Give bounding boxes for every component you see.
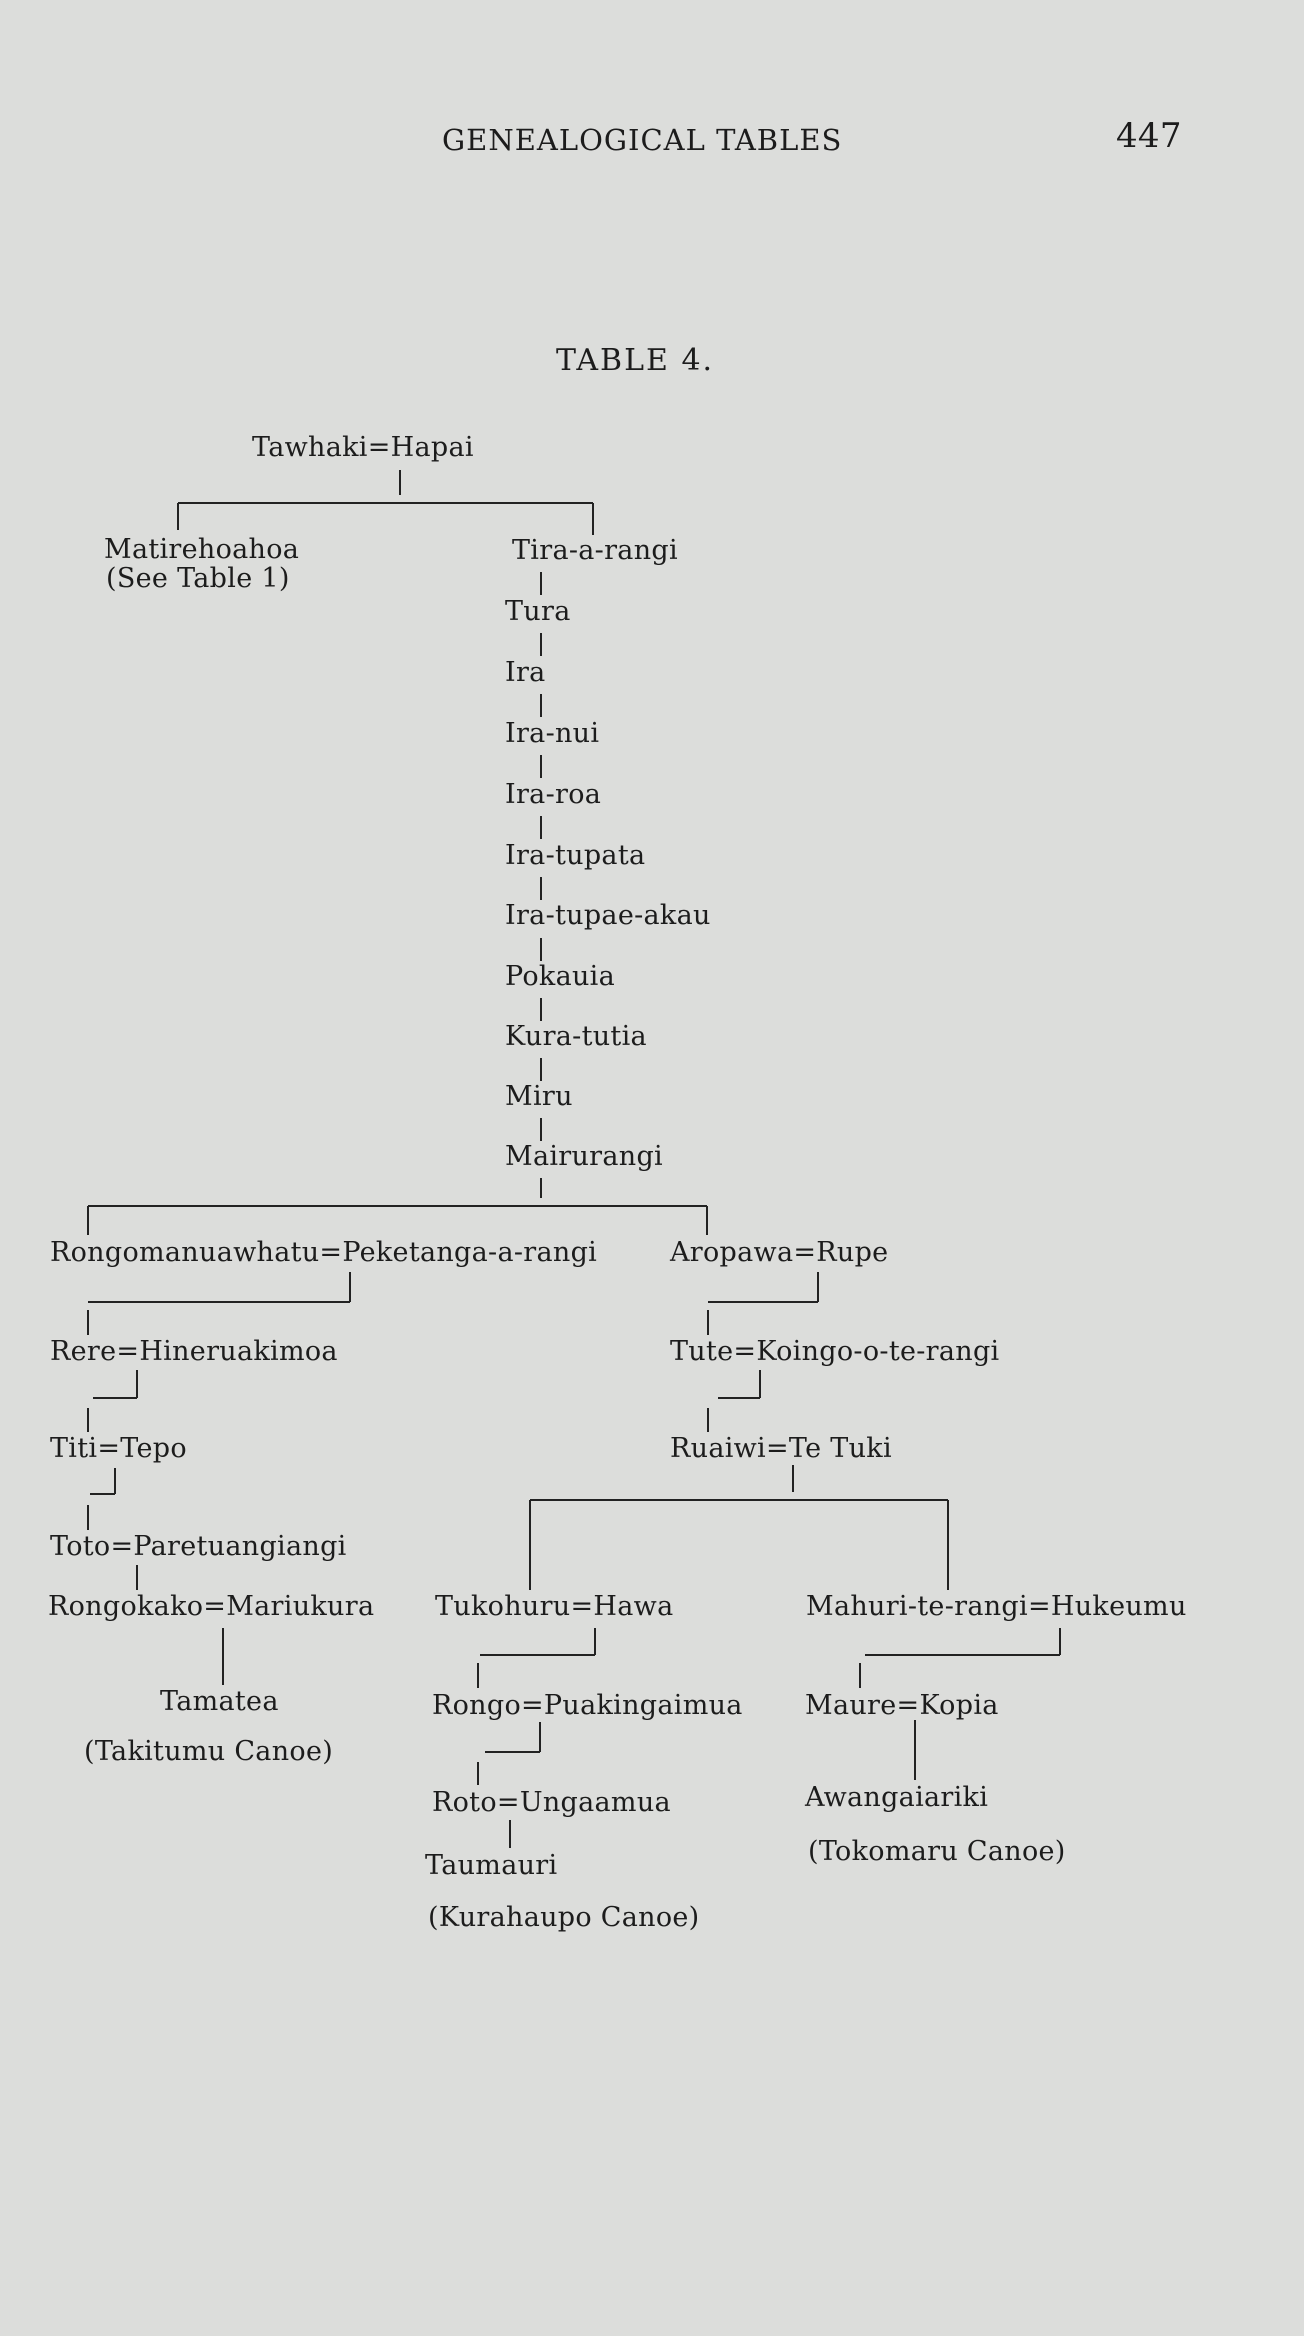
couple-titi-tepo: Titi=Tepo	[50, 1433, 187, 1464]
couple-tukohuru-hawa: Tukohuru=Hawa	[435, 1591, 674, 1622]
person-tira-a-rangi: Tira-a-rangi	[512, 535, 678, 566]
person-pokauia: Pokauia	[505, 961, 616, 992]
running-title: GENEALOGICAL TABLES	[442, 123, 843, 157]
canoe-tokomaru: (Tokomaru Canoe)	[808, 1836, 1066, 1867]
couple-rongokako-mariukura: Rongokako=Mariukura	[48, 1591, 375, 1622]
cross-reference-note: (See Table 1)	[106, 563, 290, 594]
canoe-takitumu: (Takitumu Canoe)	[84, 1736, 334, 1767]
couple-rere-hineruakimoa: Rere=Hineruakimoa	[50, 1336, 338, 1367]
couple-rongo-puakingaimua: Rongo=Puakingaimua	[432, 1690, 743, 1721]
person-kura-tutia: Kura-tutia	[505, 1021, 647, 1052]
couple-tute-koingo: Tute=Koingo-o-te-rangi	[670, 1336, 1000, 1367]
person-ira-nui: Ira-nui	[505, 718, 600, 749]
person-ira-roa: Ira-roa	[505, 779, 602, 810]
couple-aropawa-rupe: Aropawa=Rupe	[670, 1237, 889, 1268]
person-tamatea: Tamatea	[160, 1686, 279, 1717]
couple-maure-kopia: Maure=Kopia	[805, 1690, 999, 1721]
page-number: 447	[1116, 116, 1182, 156]
canoe-kurahaupo: (Kurahaupo Canoe)	[428, 1902, 700, 1933]
person-taumauri: Taumauri	[425, 1850, 558, 1881]
person-ira: Ira	[505, 657, 546, 688]
person-ira-tupata: Ira-tupata	[505, 840, 646, 871]
person-tura: Tura	[505, 596, 571, 627]
person-ira-tupae-akau: Ira-tupae-akau	[505, 900, 711, 931]
person-awangaiariki: Awangaiariki	[805, 1782, 989, 1813]
person-miru: Miru	[505, 1081, 573, 1112]
couple-rongomanuawhatu-peketanga: Rongomanuawhatu=Peketanga-a-rangi	[50, 1237, 598, 1268]
table-title: TABLE 4.	[556, 343, 715, 378]
person-matirehoahoa: Matirehoahoa	[104, 534, 300, 565]
couple-tawhaki-hapai: Tawhaki=Hapai	[252, 432, 474, 463]
couple-mahuri-te-rangi-hukeumu: Mahuri-te-rangi=Hukeumu	[806, 1591, 1187, 1622]
couple-toto-paretuangiangi: Toto=Paretuangiangi	[50, 1531, 347, 1562]
couple-ruaiwi-te-tuki: Ruaiwi=Te Tuki	[670, 1433, 892, 1464]
person-mairurangi: Mairurangi	[505, 1141, 663, 1172]
couple-roto-ungaamua: Roto=Ungaamua	[432, 1787, 671, 1818]
